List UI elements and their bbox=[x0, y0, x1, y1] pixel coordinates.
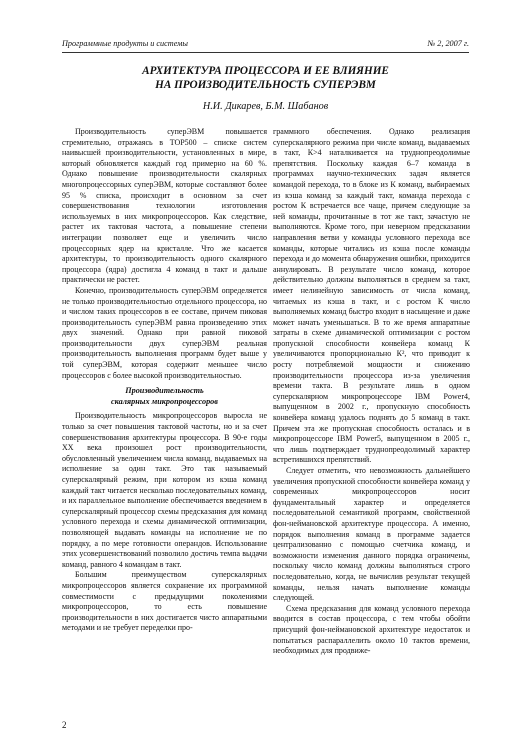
paragraph: граммного обеспечения. Однако реализация суперскалярного режима при числе команд, выдаваемых в такт, К>4 наталкивается на труднопреодолимые препятствия. Поскольку каждая 6–7 команда в программах научно-технических задач является командой перехода, то в блоке из К команд, выбираемых из кэша команд за каждый такт, команда перехода с ростом К встречается все чаще, причем следующие за ней команды, прочитанные в тот же такт, зачастую не выполняются. Кроме того, при неверном предсказании направления ветви у команды условного перехода все команды, которые читались из кэша после команды перехода и до момента обнаружения ошибки, приходится аннулировать. В результате число команд, которое действительно должны выполняться в среднем за такт, имеет нелинейную зависимость от числа команд, читаемых из кэша в такт, и с ростом К число выполняемых команд быстро входит в насыщение и даже может начать уменьшаться. В то же время аппаратные затраты в схеме динамической оптимизации с ростом пропускной способности конвейера команд К увеличиваются пропорционально К², что приводит к росту потребляемой мощности и снижению производительности процессора из-за увеличения времени такта. В результате лишь в одном суперскалярном микропроцессоре IBM Power4, выпущенном в 2002 г., пропускную способность конвейера команд удалось поднять до 5 команд в такт. Причем эта же пропускная способность осталась и в микропроцессоре IBM Power5, выпущенном в 2005 г., что лишь подтверждает труднопреодолимый характер встретившихся препятствий. bbox=[273, 127, 470, 465]
header-rule bbox=[62, 52, 469, 53]
article-title bbox=[62, 64, 469, 92]
paragraph: Производительность микропроцессоров выросла не только за счет повышения тактовой частоты, но и за счет совершенствования архитектуры процессора. В 90-е годы XX века произошел рост производительности, обусловленный увеличением числа команд, выдаваемых на исполнение за один такт. Это так называемый суперскалярный режим, при котором из кэша команд каждый такт читается несколько последовательных команд, и их параллельное выполнение обеспечивается введением в суперскалярный процессор схемы предсказания для команд условного перехода и схемы динамической оптимизации, позволяющей выдавать команды на исполнение не по порядку, а по мере готовности операндов. Использование этих усовершенствований позволило достичь темпа выдачи команд, равного 4 командам в такт. bbox=[62, 411, 267, 569]
journal-name: Программные продукты и системы bbox=[62, 39, 188, 48]
paragraph: Конечно, производительность суперЭВМ определяется не только производительностью отдельного процессора, но и числом таких процессоров в ее составе, причем пиковая производительность суперЭВМ равна произведению этих двух значений. Однако при равной пиковой производительности двух суперЭВМ реальная производительность выполнения программ будет выше у той суперЭВМ, которая содержит меньшее число процессоров с более высокой производительностью. bbox=[62, 285, 267, 380]
left-column bbox=[62, 127, 267, 634]
paragraph: Производительность суперЭВМ повышается стремительно, отражаясь в TOP500 – списке систем наивысшей производительности, установленных в мире, который обновляется каждый год примерно на 60 %. Однако повышение производительности скалярных многопроцессорных суперЭВМ, которые составляют более 95 % списка, происходит в основном за счет совершенствования технологии изготовления используемых в них микропроцессоров. Как следствие, растет их тактовая частота, а повышение степени интеграции позволяет еще и увеличить число процессорных ядер на кристалле. Что же касается архитектуры, то производительность одного скалярного процессора (ядра) достигла 4 команд в такт и дальше практически не растет. bbox=[62, 127, 267, 285]
right-column bbox=[273, 127, 470, 657]
title-line-2: НА ПРОИЗВОДИТЕЛЬНОСТЬ СУПЕРЭВМ bbox=[155, 79, 376, 91]
paragraph: Схема предсказания для команд условного перехода вводится в состав процессора, с тем чтобы обойти присущий фон-неймановской архитектуре недостаток и попытаться распараллелить около 10 тактов времени, необходимых для продвиже- bbox=[273, 603, 470, 656]
section-heading bbox=[62, 386, 267, 407]
paragraph: Следует отметить, что невозможность дальнейшего увеличения пропускной способности конвейера команд у современных микропроцессоров носит фундаментальный характер и определяется последовательной семантикой программ, свойственной фон-неймановской архитектуре процессора. А именно, порядок выполнения команд в программе задается централизованно с помощью счетчика команд, и возможности изменения данного порядка ограничены, поскольку число команд должны выполняться строго последовательно, когда, не вычислив результат текущей команды, нельзя начать выполнение команды следующей. bbox=[273, 466, 470, 603]
page-number: 2 bbox=[62, 720, 67, 730]
title-line-1: АРХИТЕКТУРА ПРОЦЕССОРА И ЕЕ ВЛИЯНИЕ bbox=[142, 65, 389, 77]
section-heading-line-1: Производительность bbox=[125, 386, 204, 396]
running-header bbox=[62, 39, 469, 51]
section-heading-line-2: скалярных микропроцессоров bbox=[111, 396, 218, 406]
issue-number: № 2, 2007 г. bbox=[427, 39, 469, 48]
article-authors: Н.И. Дикарев, Б.М. Шабанов bbox=[202, 101, 329, 112]
paragraph: Большим преимуществом суперскалярных микропроцессоров является сохранение их программной совместимости с предыдущими поколениями микропроцессоров, то есть повышение производительности в них достигается чисто аппаратными методами и не требует переделки про- bbox=[62, 570, 267, 633]
